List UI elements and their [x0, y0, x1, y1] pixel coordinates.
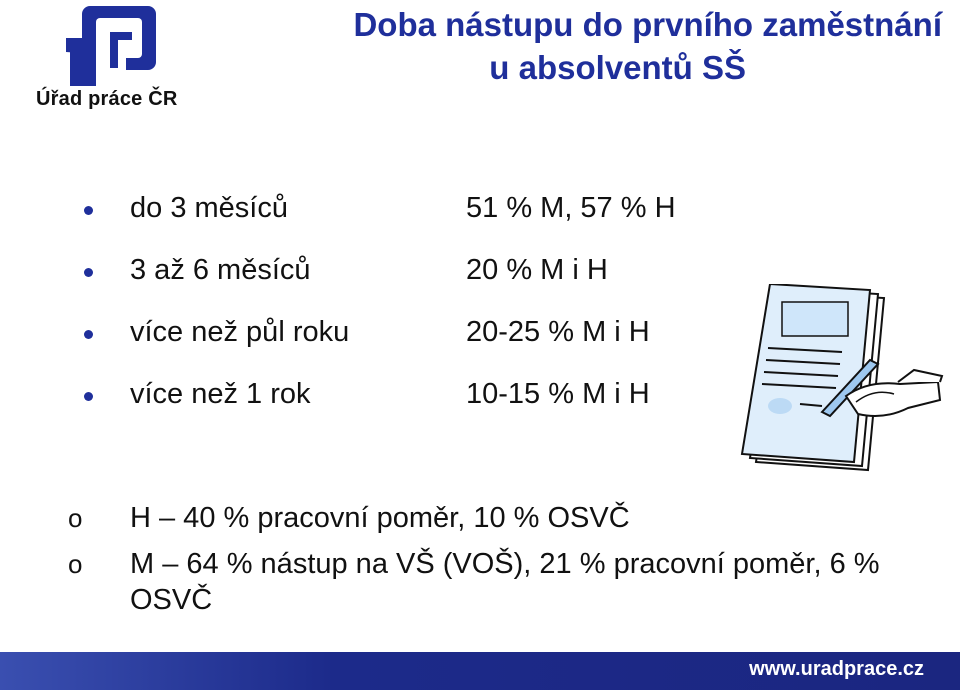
note-item: [68, 546, 948, 618]
bullet-item: [84, 376, 724, 438]
bullet-item: [84, 314, 724, 376]
bullet-value: 20-25 % M i H: [466, 316, 650, 348]
bullet-list: [84, 190, 724, 438]
website-link[interactable]: www.uradprace.cz: [749, 658, 924, 680]
title-line-2: u absolventů SŠ: [489, 48, 746, 86]
title-line-1: Doba nástupu do prvního zaměstnání: [353, 6, 942, 43]
bullet-dot-icon: [84, 392, 93, 401]
note-text: M – 64 % nástup na VŠ (VOŠ), 21 % pracovní poměr, 6 % OSVČ: [130, 548, 880, 616]
bullet-item: [84, 190, 724, 252]
bullet-label: do 3 měsíců: [130, 192, 288, 224]
note-marker: o: [68, 549, 83, 579]
bullet-value: 10-15 % M i H: [466, 378, 650, 410]
bullet-item: [84, 252, 724, 314]
logo-text: Úřad práce ČR: [36, 88, 178, 110]
page-title: [242, 4, 942, 90]
bullet-label: více než 1 rok: [130, 378, 311, 410]
notes-list: [68, 500, 948, 628]
bullet-value: 51 % M, 57 % H: [466, 192, 676, 224]
note-text: H – 40 % pracovní poměr, 10 % OSVČ: [130, 502, 630, 534]
bullet-dot-icon: [84, 206, 93, 215]
bullet-dot-icon: [84, 330, 93, 339]
bullet-label: 3 až 6 měsíců: [130, 254, 311, 286]
bullet-dot-icon: [84, 268, 93, 277]
bullet-label: více než půl roku: [130, 316, 350, 348]
urad-prace-logo: [36, 6, 196, 116]
footer-bar: [0, 652, 960, 690]
urad-prace-logo-icon: [36, 6, 196, 88]
document-signing-clipart: [738, 284, 948, 474]
document-signing-icon: [738, 284, 948, 474]
bullet-value: 20 % M i H: [466, 254, 608, 286]
note-item: [68, 500, 948, 536]
note-marker: o: [68, 503, 83, 533]
